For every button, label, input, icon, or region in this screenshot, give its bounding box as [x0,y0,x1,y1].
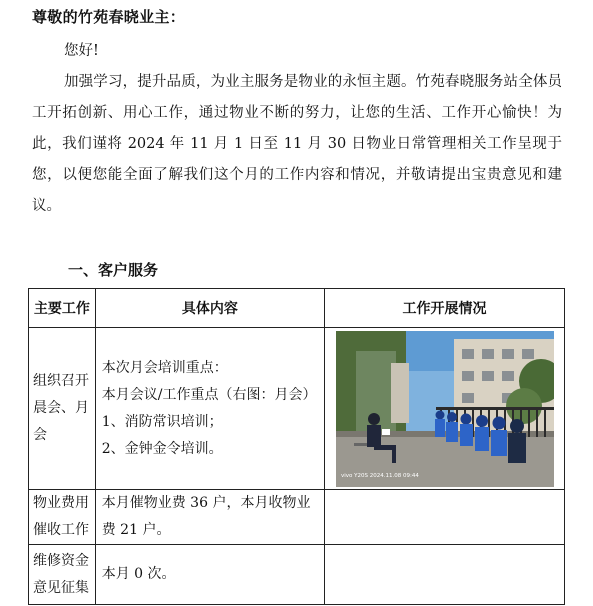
content-line: 本次月会培训重点： [101,359,228,376]
row-status-empty [325,545,565,605]
row-content: 本月催物业费 36 户，本月收物业费 21 户。 [95,490,324,545]
table-row [29,490,565,545]
row-name: 维修资金意见征集 [29,545,96,605]
row-name: 组织召开晨会、月会 [29,328,96,490]
hello-line: 您好! [64,43,99,59]
meeting-photo [336,331,554,487]
header-status: 工作开展情况 [325,289,565,328]
header-content: 具体内容 [95,289,324,328]
section-title: 一、客户服务 [68,261,159,279]
row-status-empty [325,490,565,545]
table-header-row [29,289,565,328]
table-row [29,545,565,605]
row-content [95,328,324,490]
row-name: 物业费用催收工作 [29,490,96,545]
content-line: 本月会议/工作重点（右图：月会） [101,386,317,403]
row-content: 本月 0 次。 [95,545,324,605]
content-line: 1、消防常识培训； [101,413,223,430]
intro-paragraph: 加强学习，提升品质，为业主服务是物业的永恒主题。竹苑春晓服务站全体员工开拓创新、用心工作，通过物业不断的努力，让您的生活、工作开心愉快！为此，我们谨将 2024 年 11 月 1 日至 11 月 30 日物业日常管理相关工作呈现于您，以便您能全面了解我们这个月的工作内容和情况，并敬请提出宝贵意见和建议。 [32,74,562,214]
greeting-heading: 尊敬的竹苑春晓业主： [32,8,186,26]
photo-watermark: vivo Y20S 2024.11.08 09:44 [340,472,419,479]
work-table [28,288,565,605]
row-photo-cell [325,328,565,490]
content-line: 2、金钟金令培训。 [101,440,223,457]
header-main-work: 主要工作 [29,289,96,328]
table-row [29,328,565,490]
